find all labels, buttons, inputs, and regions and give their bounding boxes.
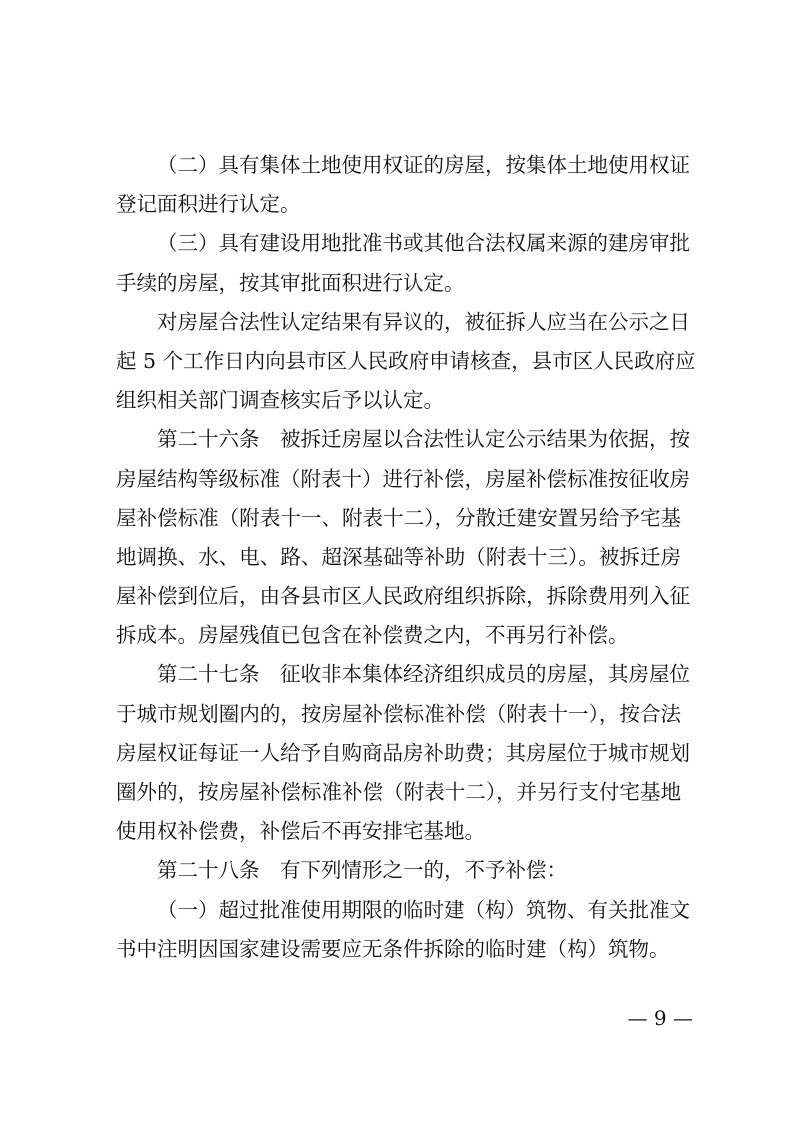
- paragraph-line: 第二十六条 被拆迁房屋以合法性认定公示结果为依据，按: [157, 427, 690, 452]
- paragraph-line: 圈外的，按房屋补偿标准补偿（附表十二），并另行支付宅基地: [116, 780, 681, 804]
- paragraph-line: 第二十七条 征收非本集体经济组织成员的房屋，其房屋位: [157, 662, 690, 687]
- paragraph-line: 于城市规划圈内的，按房屋补偿标准补偿（附表十一），按合法: [116, 701, 681, 726]
- paragraph-line: 房屋结构等级标准（附表十）进行补偿，房屋补偿标准按征收房: [116, 466, 690, 491]
- paragraph-line: （一）超过批准使用期限的临时建（构）筑物、有关批准文: [157, 897, 690, 922]
- paragraph-line: （二）具有集体土地使用权证的房屋，按集体土地使用权证: [157, 153, 690, 177]
- paragraph-line: 第二十八条 有下列情形之一的，不予补偿：: [157, 858, 567, 883]
- paragraph-line: 书中注明因国家建设需要应无条件拆除的临时建（构）筑物。: [116, 936, 670, 961]
- paragraph-line: 起 5 个工作日内向县市区人民政府申请核查，县市区人民政府应: [116, 348, 696, 373]
- paragraph-line: 地调换、水、电、路、超深基础等补助（附表十三）。被拆迁房: [116, 544, 681, 569]
- article-28: [116, 851, 681, 890]
- article-28-item-1: [116, 891, 690, 969]
- paragraph-line: （三）具有建设用地批准书或其他合法权属来源的建房审批: [157, 231, 690, 256]
- document-body: [116, 146, 696, 969]
- paragraph-item-2: [116, 146, 690, 224]
- paragraph-line: 屋补偿到位后，由各县市区人民政府组织拆除，拆除费用列入征: [116, 584, 690, 609]
- paragraph-item-3: [116, 224, 690, 302]
- paragraph-line: 组织相关部门调查核实后予以认定。: [116, 388, 444, 413]
- paragraph-line: 使用权补偿费，补偿后不再安排宅基地。: [116, 819, 485, 844]
- paragraph-line: 房屋权证每证一人给予自购商品房补助费；其房屋位于城市规划: [116, 740, 690, 765]
- paragraph-line: 拆成本。房屋残值已包含在补偿费之内，不再另行补偿。: [116, 623, 629, 648]
- article-27: [116, 655, 690, 851]
- paragraph-line: 手续的房屋，按其审批面积进行认定。: [116, 270, 465, 295]
- article-26: [116, 420, 690, 655]
- paragraph-line: 登记面积进行认定。: [116, 192, 301, 217]
- paragraph-line: 屋补偿标准（附表十一、附表十二），分散迁建安置另给予宅基: [116, 505, 681, 530]
- paragraph-line: 对房屋合法性认定结果有异议的，被征拆人应当在公示之日: [157, 309, 690, 334]
- paragraph-objection: [116, 303, 696, 421]
- page-number: — 9 —: [627, 1006, 693, 1030]
